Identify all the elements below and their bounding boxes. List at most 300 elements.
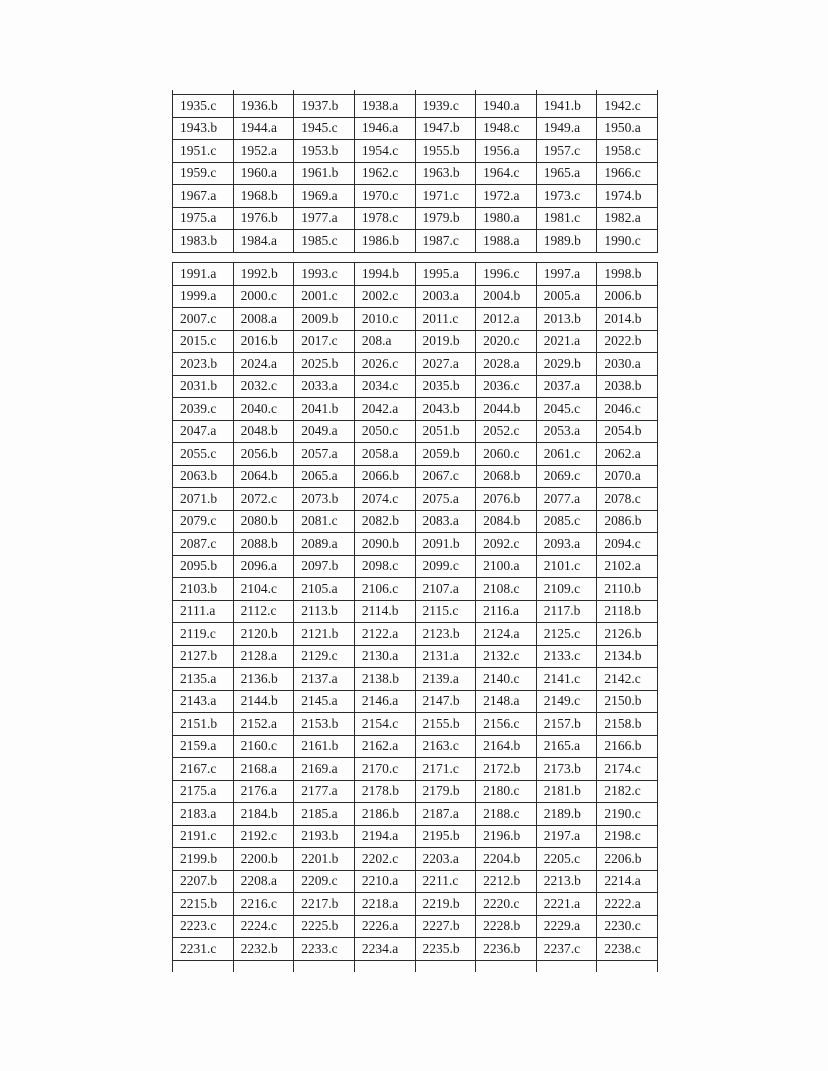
answer-cell: 2000.c xyxy=(233,285,294,308)
answer-cell: 1937.b xyxy=(294,95,355,118)
answer-cell: 2163.c xyxy=(415,735,476,758)
table-row xyxy=(173,938,658,961)
answer-cell: 2079.c xyxy=(173,510,234,533)
answer-cell: 2097.b xyxy=(294,555,355,578)
answer-cell: 2137.a xyxy=(294,668,355,691)
answer-cell: 2064.b xyxy=(233,465,294,488)
answer-cell: 2048.b xyxy=(233,420,294,443)
answer-cell: 1973.c xyxy=(536,185,597,208)
answer-cell: 2009.b xyxy=(294,308,355,331)
answer-cell: 1977.a xyxy=(294,207,355,230)
answer-cell: 1980.a xyxy=(476,207,537,230)
answer-cell: 2133.c xyxy=(536,645,597,668)
answer-cell: 2032.c xyxy=(233,375,294,398)
answer-cell: 2132.c xyxy=(476,645,537,668)
answer-cell: 2023.b xyxy=(173,353,234,376)
answer-cell: 2192.c xyxy=(233,825,294,848)
answer-cell: 2134.b xyxy=(597,645,658,668)
answer-cell: 2066.b xyxy=(354,465,415,488)
answer-cell: 1990.c xyxy=(597,230,658,253)
answer-cell: 1949.a xyxy=(536,117,597,140)
answer-cell: 2099.c xyxy=(415,555,476,578)
answer-cell: 2124.a xyxy=(476,623,537,646)
answer-cell: 2183.a xyxy=(173,803,234,826)
answer-cell: 2146.a xyxy=(354,690,415,713)
table-row xyxy=(173,185,658,208)
answer-cell: 2082.b xyxy=(354,510,415,533)
answer-cell: 2199.b xyxy=(173,848,234,871)
answer-cell: 2045.c xyxy=(536,398,597,421)
answer-cell: 1938.a xyxy=(354,95,415,118)
answer-cell: 2201.b xyxy=(294,848,355,871)
answer-cell: 2104.c xyxy=(233,578,294,601)
answer-cell: 1954.c xyxy=(354,140,415,163)
answer-cell: 2224.c xyxy=(233,915,294,938)
table-row xyxy=(173,848,658,871)
answer-cell: 2235.b xyxy=(415,938,476,961)
answer-cell: 2002.c xyxy=(354,285,415,308)
answer-cell: 2033.a xyxy=(294,375,355,398)
answer-cell: 2154.c xyxy=(354,713,415,736)
answer-cell: 2198.c xyxy=(597,825,658,848)
answer-cell: 2115.c xyxy=(415,600,476,623)
answer-cell: 2232.b xyxy=(233,938,294,961)
answer-cell: 2003.a xyxy=(415,285,476,308)
answer-cell: 2164.b xyxy=(476,735,537,758)
answer-cell: 2184.b xyxy=(233,803,294,826)
answer-cell: 2158.b xyxy=(597,713,658,736)
answer-cell: 2118.b xyxy=(597,600,658,623)
answer-key-table-upper xyxy=(172,90,658,253)
answer-cell: 1959.c xyxy=(173,162,234,185)
answer-cell: 2190.c xyxy=(597,803,658,826)
table-row xyxy=(173,375,658,398)
answer-cell: 2221.a xyxy=(536,893,597,916)
answer-cell: 2128.a xyxy=(233,645,294,668)
table-row xyxy=(173,668,658,691)
table-row xyxy=(173,623,658,646)
table-row xyxy=(173,510,658,533)
answer-cell: 2076.b xyxy=(476,488,537,511)
answer-cell: 2119.c xyxy=(173,623,234,646)
answer-cell: 2143.a xyxy=(173,690,234,713)
table-row xyxy=(173,207,658,230)
answer-cell: 2069.c xyxy=(536,465,597,488)
table-row xyxy=(173,117,658,140)
table-row xyxy=(173,825,658,848)
answer-cell: 2095.b xyxy=(173,555,234,578)
answer-cell: 2216.c xyxy=(233,893,294,916)
answer-cell: 2056.b xyxy=(233,443,294,466)
answer-cell: 1967.a xyxy=(173,185,234,208)
answer-cell: 2102.a xyxy=(597,555,658,578)
answer-cell: 2019.b xyxy=(415,330,476,353)
answer-cell: 2185.a xyxy=(294,803,355,826)
answer-cell: 2063.b xyxy=(173,465,234,488)
answer-cell: 2112.c xyxy=(233,600,294,623)
answer-cell: 2195.b xyxy=(415,825,476,848)
answer-cell: 2233.c xyxy=(294,938,355,961)
answer-cell: 2187.a xyxy=(415,803,476,826)
answer-cell: 2101.c xyxy=(536,555,597,578)
answer-cell: 2008.a xyxy=(233,308,294,331)
answer-cell: 2170.c xyxy=(354,758,415,781)
answer-cell: 2011.c xyxy=(415,308,476,331)
table-row xyxy=(173,803,658,826)
answer-cell: 2223.c xyxy=(173,915,234,938)
answer-cell: 2150.b xyxy=(597,690,658,713)
answer-cell: 2209.c xyxy=(294,870,355,893)
answer-cell: 2080.b xyxy=(233,510,294,533)
answer-cell: 2139.a xyxy=(415,668,476,691)
answer-cell: 2237.c xyxy=(536,938,597,961)
answer-cell: 1974.b xyxy=(597,185,658,208)
answer-cell: 2041.b xyxy=(294,398,355,421)
answer-cell: 1994.b xyxy=(354,263,415,286)
answer-cell: 2144.b xyxy=(233,690,294,713)
answer-cell: 2211.c xyxy=(415,870,476,893)
answer-cell: 2149.c xyxy=(536,690,597,713)
table-row xyxy=(173,600,658,623)
answer-cell: 1962.c xyxy=(354,162,415,185)
answer-cell: 2085.c xyxy=(536,510,597,533)
answer-cell: 2123.b xyxy=(415,623,476,646)
answer-cell: 1987.c xyxy=(415,230,476,253)
answer-cell: 2001.c xyxy=(294,285,355,308)
answer-cell: 2014.b xyxy=(597,308,658,331)
answer-cell: 2202.c xyxy=(354,848,415,871)
table-row xyxy=(173,578,658,601)
answer-cell: 1950.a xyxy=(597,117,658,140)
answer-cell: 2204.b xyxy=(476,848,537,871)
answer-cell: 1952.a xyxy=(233,140,294,163)
answer-cell: 2038.b xyxy=(597,375,658,398)
answer-cell: 2117.b xyxy=(536,600,597,623)
answer-cell: 2047.a xyxy=(173,420,234,443)
answer-cell: 2205.c xyxy=(536,848,597,871)
answer-cell: 2110.b xyxy=(597,578,658,601)
table-row xyxy=(173,230,658,253)
answer-cell: 2096.a xyxy=(233,555,294,578)
answer-cell: 1999.a xyxy=(173,285,234,308)
answer-cell: 1944.a xyxy=(233,117,294,140)
answer-cell: 2094.c xyxy=(597,533,658,556)
table-row xyxy=(173,780,658,803)
answer-cell: 2148.a xyxy=(476,690,537,713)
answer-cell: 2016.b xyxy=(233,330,294,353)
answer-cell: 2084.b xyxy=(476,510,537,533)
answer-cell: 2030.a xyxy=(597,353,658,376)
answer-cell: 2196.b xyxy=(476,825,537,848)
answer-cell: 2006.b xyxy=(597,285,658,308)
answer-cell: 2108.c xyxy=(476,578,537,601)
answer-cell: 2167.c xyxy=(173,758,234,781)
answer-cell: 1984.a xyxy=(233,230,294,253)
answer-cell: 2169.a xyxy=(294,758,355,781)
answer-cell: 2067.c xyxy=(415,465,476,488)
answer-cell: 2151.b xyxy=(173,713,234,736)
answer-cell: 1946.a xyxy=(354,117,415,140)
answer-cell: 2193.b xyxy=(294,825,355,848)
answer-cell: 1968.b xyxy=(233,185,294,208)
answer-cell: 1978.c xyxy=(354,207,415,230)
answer-cell: 2058.a xyxy=(354,443,415,466)
table-row xyxy=(173,308,658,331)
answer-cell: 1970.c xyxy=(354,185,415,208)
answer-cell: 1936.b xyxy=(233,95,294,118)
answer-cell: 2218.a xyxy=(354,893,415,916)
answer-cell: 2012.a xyxy=(476,308,537,331)
answer-cell: 2194.a xyxy=(354,825,415,848)
answer-cell: 2155.b xyxy=(415,713,476,736)
answer-cell: 2039.c xyxy=(173,398,234,421)
answer-cell: 2053.a xyxy=(536,420,597,443)
answer-cell: 2078.c xyxy=(597,488,658,511)
answer-cell: 2055.c xyxy=(173,443,234,466)
answer-cell: 2052.c xyxy=(476,420,537,443)
table-row xyxy=(173,735,658,758)
table-row xyxy=(173,330,658,353)
answer-cell: 2005.a xyxy=(536,285,597,308)
answer-cell: 2015.c xyxy=(173,330,234,353)
answer-cell: 2065.a xyxy=(294,465,355,488)
answer-cell: 2129.c xyxy=(294,645,355,668)
answer-cell: 2024.a xyxy=(233,353,294,376)
table-row xyxy=(173,263,658,286)
answer-cell: 2098.c xyxy=(354,555,415,578)
answer-cell: 1943.b xyxy=(173,117,234,140)
answer-cell: 2200.b xyxy=(233,848,294,871)
answer-cell: 2116.a xyxy=(476,600,537,623)
answer-cell: 2075.a xyxy=(415,488,476,511)
answer-cell: 2089.a xyxy=(294,533,355,556)
answer-cell: 2145.a xyxy=(294,690,355,713)
answer-cell: 2114.b xyxy=(354,600,415,623)
answer-cell: 2049.a xyxy=(294,420,355,443)
answer-cell: 1947.b xyxy=(415,117,476,140)
answer-cell: 2191.c xyxy=(173,825,234,848)
answer-cell: 2109.c xyxy=(536,578,597,601)
answer-cell: 1941.b xyxy=(536,95,597,118)
answer-cell: 2071.b xyxy=(173,488,234,511)
answer-cell: 2050.c xyxy=(354,420,415,443)
answer-cell: 2044.b xyxy=(476,398,537,421)
answer-cell: 2207.b xyxy=(173,870,234,893)
answer-cell: 2230.c xyxy=(597,915,658,938)
answer-cell: 2054.b xyxy=(597,420,658,443)
answer-cell: 2062.a xyxy=(597,443,658,466)
answer-cell: 2025.b xyxy=(294,353,355,376)
answer-cell: 2021.a xyxy=(536,330,597,353)
answer-cell: 2219.b xyxy=(415,893,476,916)
answer-cell: 2197.a xyxy=(536,825,597,848)
answer-cell: 2173.b xyxy=(536,758,597,781)
answer-cell: 2160.c xyxy=(233,735,294,758)
answer-cell: 2057.a xyxy=(294,443,355,466)
answer-cell: 2206.b xyxy=(597,848,658,871)
answer-cell: 2229.a xyxy=(536,915,597,938)
answer-cell: 1992.b xyxy=(233,263,294,286)
answer-cell: 2238.c xyxy=(597,938,658,961)
answer-cell: 2107.a xyxy=(415,578,476,601)
answer-key-table-lower xyxy=(172,262,658,972)
answer-cell: 2172.b xyxy=(476,758,537,781)
answer-cell: 1958.c xyxy=(597,140,658,163)
answer-cell: 1975.a xyxy=(173,207,234,230)
answer-cell: 208.a xyxy=(354,330,415,353)
answer-cell: 2100.a xyxy=(476,555,537,578)
answer-cell: 1996.c xyxy=(476,263,537,286)
answer-cell: 1965.a xyxy=(536,162,597,185)
answer-cell: 1983.b xyxy=(173,230,234,253)
answer-cell: 2177.a xyxy=(294,780,355,803)
answer-cell: 1969.a xyxy=(294,185,355,208)
answer-cell: 2208.a xyxy=(233,870,294,893)
answer-cell: 2122.a xyxy=(354,623,415,646)
answer-cell: 1945.c xyxy=(294,117,355,140)
answer-cell: 2186.b xyxy=(354,803,415,826)
answer-cell: 2141.c xyxy=(536,668,597,691)
answer-cell: 2234.a xyxy=(354,938,415,961)
answer-cell: 2166.b xyxy=(597,735,658,758)
answer-cell: 2040.c xyxy=(233,398,294,421)
cutoff-row-stub xyxy=(173,960,658,972)
answer-cell: 1997.a xyxy=(536,263,597,286)
answer-cell: 1991.a xyxy=(173,263,234,286)
answer-cell: 2073.b xyxy=(294,488,355,511)
table-row xyxy=(173,353,658,376)
answer-cell: 2157.b xyxy=(536,713,597,736)
answer-cell: 2181.b xyxy=(536,780,597,803)
answer-cell: 2034.c xyxy=(354,375,415,398)
answer-cell: 2178.b xyxy=(354,780,415,803)
table-row xyxy=(173,690,658,713)
answer-cell: 2159.a xyxy=(173,735,234,758)
answer-cell: 2227.b xyxy=(415,915,476,938)
answer-cell: 2020.c xyxy=(476,330,537,353)
answer-cell: 1986.b xyxy=(354,230,415,253)
answer-cell: 2022.b xyxy=(597,330,658,353)
table-row xyxy=(173,645,658,668)
answer-cell: 2113.b xyxy=(294,600,355,623)
answer-cell: 2153.b xyxy=(294,713,355,736)
answer-cell: 2136.b xyxy=(233,668,294,691)
answer-cell: 2171.c xyxy=(415,758,476,781)
answer-cell: 2043.b xyxy=(415,398,476,421)
answer-cell: 2042.a xyxy=(354,398,415,421)
answer-cell: 2027.a xyxy=(415,353,476,376)
answer-cell: 2105.a xyxy=(294,578,355,601)
answer-cell: 1935.c xyxy=(173,95,234,118)
answer-cell: 2046.c xyxy=(597,398,658,421)
answer-cell: 2125.c xyxy=(536,623,597,646)
answer-cell: 2036.c xyxy=(476,375,537,398)
answer-cell: 2215.b xyxy=(173,893,234,916)
answer-cell: 1961.b xyxy=(294,162,355,185)
answer-cell: 1956.a xyxy=(476,140,537,163)
answer-cell: 2092.c xyxy=(476,533,537,556)
answer-cell: 2179.b xyxy=(415,780,476,803)
answer-cell: 2103.b xyxy=(173,578,234,601)
answer-cell: 2127.b xyxy=(173,645,234,668)
answer-cell: 2203.a xyxy=(415,848,476,871)
answer-cell: 2152.a xyxy=(233,713,294,736)
answer-cell: 1982.a xyxy=(597,207,658,230)
answer-cell: 1948.c xyxy=(476,117,537,140)
answer-cell: 1964.c xyxy=(476,162,537,185)
answer-cell: 2060.c xyxy=(476,443,537,466)
answer-cell: 2083.a xyxy=(415,510,476,533)
answer-cell: 1939.c xyxy=(415,95,476,118)
answer-cell: 2028.a xyxy=(476,353,537,376)
table-row xyxy=(173,555,658,578)
answer-cell: 1976.b xyxy=(233,207,294,230)
answer-cell: 2010.c xyxy=(354,308,415,331)
table-row xyxy=(173,758,658,781)
answer-cell: 2086.b xyxy=(597,510,658,533)
answer-cell: 2210.a xyxy=(354,870,415,893)
answer-cell: 1940.a xyxy=(476,95,537,118)
answer-cell: 2147.b xyxy=(415,690,476,713)
answer-cell: 2156.c xyxy=(476,713,537,736)
answer-cell: 1981.c xyxy=(536,207,597,230)
answer-cell: 2035.b xyxy=(415,375,476,398)
answer-cell: 2026.c xyxy=(354,353,415,376)
answer-cell: 2220.c xyxy=(476,893,537,916)
table-row xyxy=(173,162,658,185)
answer-cell: 1998.b xyxy=(597,263,658,286)
answer-cell: 2217.b xyxy=(294,893,355,916)
answer-cell: 2068.b xyxy=(476,465,537,488)
answer-cell: 1966.c xyxy=(597,162,658,185)
answer-cell: 2162.a xyxy=(354,735,415,758)
table-row xyxy=(173,443,658,466)
answer-cell: 1971.c xyxy=(415,185,476,208)
answer-cell: 2088.b xyxy=(233,533,294,556)
answer-cell: 2135.a xyxy=(173,668,234,691)
answer-cell: 1953.b xyxy=(294,140,355,163)
answer-cell: 2161.b xyxy=(294,735,355,758)
answer-cell: 2182.c xyxy=(597,780,658,803)
answer-cell: 1995.a xyxy=(415,263,476,286)
table-row xyxy=(173,533,658,556)
answer-cell: 2222.a xyxy=(597,893,658,916)
answer-cell: 2189.b xyxy=(536,803,597,826)
answer-cell: 2228.b xyxy=(476,915,537,938)
answer-cell: 2013.b xyxy=(536,308,597,331)
answer-cell: 2120.b xyxy=(233,623,294,646)
answer-cell: 2077.a xyxy=(536,488,597,511)
answer-cell: 2225.b xyxy=(294,915,355,938)
answer-cell: 2180.c xyxy=(476,780,537,803)
table-row xyxy=(173,870,658,893)
table-row xyxy=(173,285,658,308)
answer-cell: 2004.b xyxy=(476,285,537,308)
answer-cell: 2121.b xyxy=(294,623,355,646)
table-row xyxy=(173,140,658,163)
answer-cell: 1979.b xyxy=(415,207,476,230)
answer-cell: 2212.b xyxy=(476,870,537,893)
answer-cell: 2130.a xyxy=(354,645,415,668)
answer-cell: 2106.c xyxy=(354,578,415,601)
answer-cell: 1942.c xyxy=(597,95,658,118)
answer-cell: 2059.b xyxy=(415,443,476,466)
answer-cell: 1957.c xyxy=(536,140,597,163)
table-row xyxy=(173,488,658,511)
answer-cell: 2175.a xyxy=(173,780,234,803)
table-row xyxy=(173,420,658,443)
answer-cell: 2029.b xyxy=(536,353,597,376)
